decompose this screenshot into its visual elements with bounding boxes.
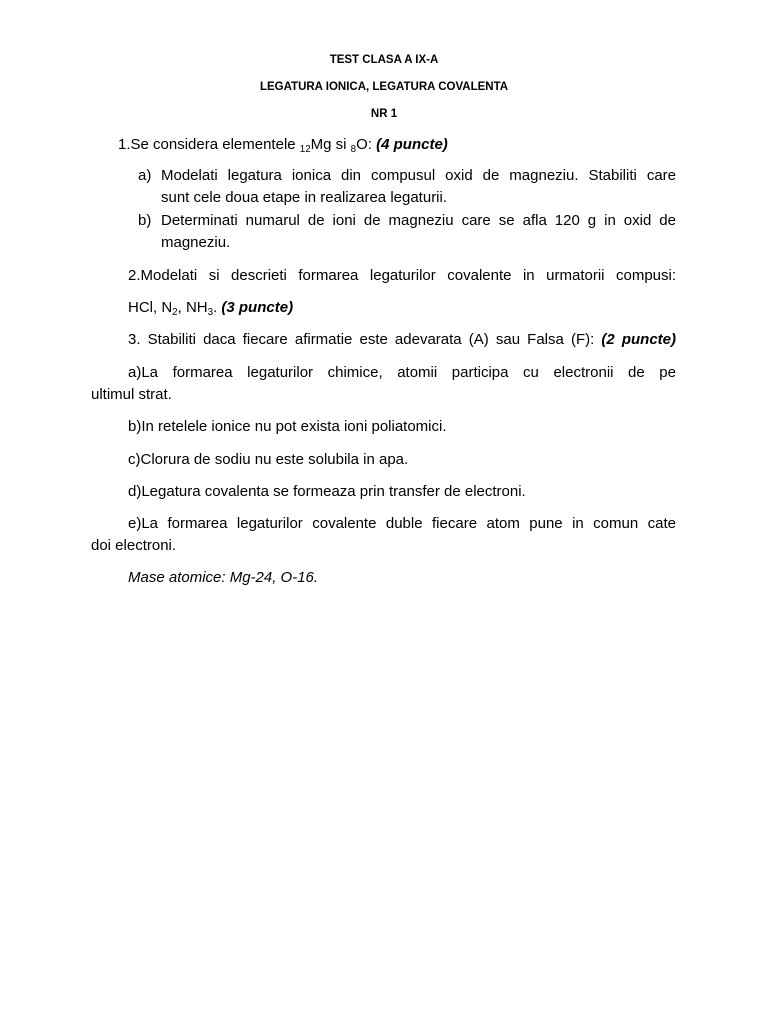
mg-atomic-number: 12 [299, 143, 311, 155]
statement-line: a)La formarea legaturilor chimice, atomii participa cu electronii de pe [128, 364, 676, 381]
compound-subscript: 2 [172, 306, 178, 318]
item-content [161, 165, 676, 209]
item-marker: b) [138, 212, 152, 229]
question-1-text: 1.Se considera elementele [118, 136, 300, 153]
compound-text: , NH [177, 299, 208, 316]
item-line: magneziu. [161, 234, 231, 251]
item-line: sunt cele doua etape in realizarea legaturii. [161, 189, 448, 206]
statement-c [91, 449, 676, 471]
compound-text: HCl, N [128, 299, 173, 316]
question-1 [118, 134, 448, 156]
statement-line: ultimul strat. [91, 386, 172, 403]
question-2 [128, 265, 676, 287]
question-3 [128, 329, 676, 351]
question-2-compounds [128, 297, 293, 319]
question-1-item-a [138, 165, 676, 209]
question-3-points: (2 puncte) [601, 331, 676, 348]
question-2-text: 2.Modelati si descrieti formarea legaturilor covalente in urmatorii compusi: [128, 267, 676, 284]
atomic-masses-note: Mase atomice: Mg-24, O-16. [128, 569, 319, 586]
o-atomic-number: 8 [350, 143, 357, 155]
statement-line: b)In retelele ionice nu pot exista ioni poliatomici. [128, 418, 447, 435]
question-2-points: (3 puncte) [221, 299, 294, 316]
item-line: Determinati numarul de ioni de magneziu care se afla 120 g in oxid de [161, 212, 676, 229]
item-content [161, 210, 676, 254]
test-title: TEST CLASA A IX-A [329, 54, 439, 66]
item-marker: a) [138, 167, 152, 184]
statement-e [91, 513, 676, 557]
mg-label: Mg si [310, 136, 351, 153]
statement-d [91, 481, 676, 503]
statement-line: e)La formarea legaturilor covalente duble fiecare atom pune in comun cate [128, 515, 676, 532]
question-3-line [128, 329, 676, 351]
compound-text: . [213, 299, 222, 316]
statement-line: d)Legatura covalenta se formeaza prin transfer de electroni. [128, 483, 526, 500]
question-1-item-b [138, 210, 676, 254]
test-number: NR 1 [370, 108, 398, 120]
question-3-text: 3. Stabiliti daca fiecare afirmatie este adevarata (A) sau Falsa (F): [128, 331, 602, 348]
o-label: O: [356, 136, 377, 153]
item-line: Modelati legatura ionica din compusul oxid de magneziu. Stabiliti care [161, 167, 676, 184]
statement-a [91, 362, 676, 406]
question-1-points: (4 puncte) [376, 136, 448, 153]
compound-subscript: 3 [207, 306, 214, 318]
statement-b [91, 416, 676, 438]
test-topic: LEGATURA IONICA, LEGATURA COVALENTA [259, 81, 509, 93]
statement-line: doi electroni. [91, 537, 177, 554]
statement-line: c)Clorura de sodiu nu este solubila in apa. [128, 451, 409, 468]
